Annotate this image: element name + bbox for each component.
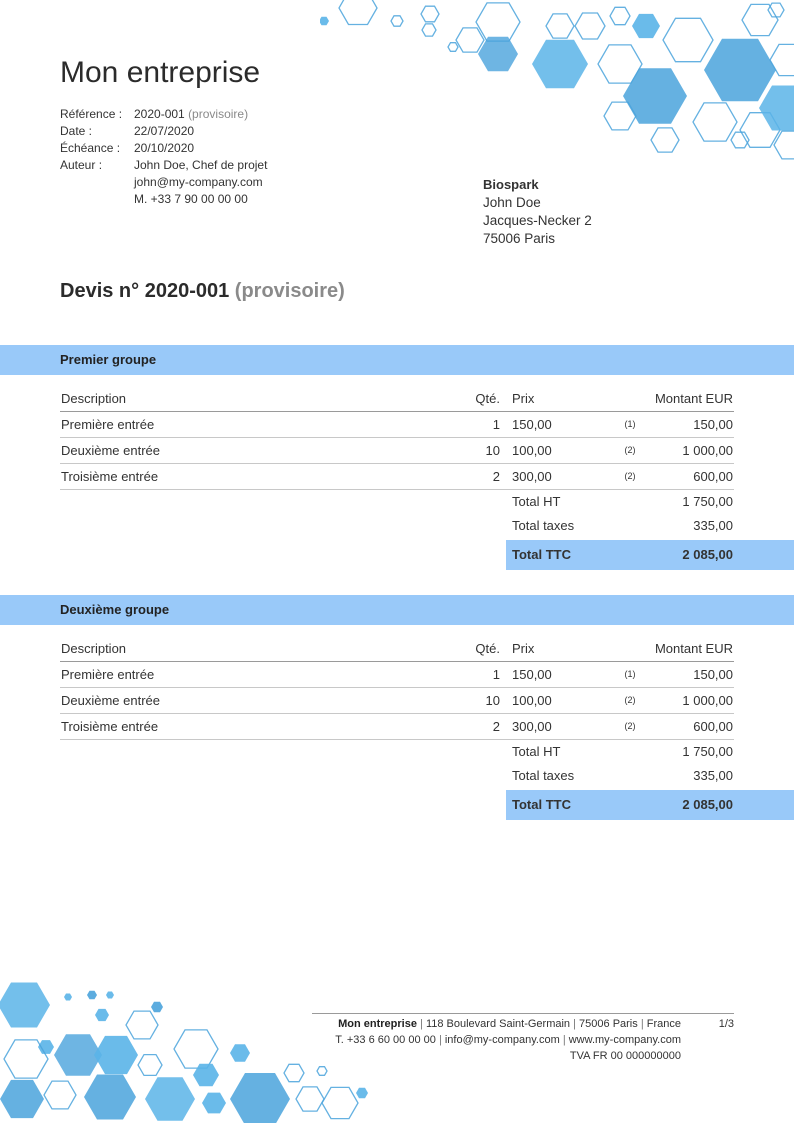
footer-company: Mon entreprise [338,1018,417,1030]
hexagon-shape [391,16,403,26]
hexagon-shape [339,0,377,25]
footer-website: www.my-company.com [568,1034,681,1046]
hexagon-shape [740,113,780,148]
total-ht: Total HT 1 750,00 [512,744,733,759]
hexagon-shape [230,1044,250,1061]
hexagon-shape [145,1077,195,1120]
recipient-line: John Doe [483,195,541,210]
document-status: (provisoire) [234,280,345,302]
hexagon-shape [94,1036,138,1074]
group-title: Premier groupe [0,345,794,375]
meta-author: Auteur : John Doe, Chef de projet [60,158,268,172]
meta-due-date: Échéance : 20/10/2020 [60,141,195,155]
hexagon-shape [759,86,794,131]
meta-date: Date : 22/07/2020 [60,124,195,138]
quote-table [0,387,794,570]
hexagon-shape [478,37,518,72]
table-header: Description Qté. Prix Montant EUR [60,637,734,662]
hexagon-shape [623,68,687,123]
footer [335,1016,681,1064]
meta-author-phone: M. +33 7 90 00 00 00 [134,192,248,206]
hexagon-shape [546,14,574,38]
table-header: Description Qté. Prix Montant EUR [60,387,734,412]
hexagon-shape [322,1087,358,1118]
hexagon-shape [64,994,72,1001]
meta-author-email: john@my-company.com [134,175,263,189]
recipient-line: Jacques-Necker 2 [483,213,592,228]
hexagon-shape [317,1067,327,1076]
status-tag: (provisoire) [188,107,249,121]
tax-note: (1) [624,669,636,679]
hexagon-shape [768,3,784,17]
hexagon-shape [476,3,520,41]
hexagon-shape [138,1055,162,1076]
hexagon-shape [448,43,458,52]
hexagon-shape [663,18,713,61]
total-ttc: Total TTC 2 085,00 [506,540,794,570]
hexagon-shape [320,17,329,26]
footer-vat: TVA FR 00 000000000 [569,1050,681,1062]
quote-group [0,595,794,820]
hexagon-shape [193,1064,219,1087]
total-ttc: Total TTC 2 085,00 [506,790,794,820]
group-title: Deuxième groupe [0,595,794,625]
hexagon-shape [421,6,439,22]
hexagon-shape [0,1080,44,1118]
hexagon-shape [770,44,794,75]
hexagon-shape [632,14,660,38]
tax-note: (2) [624,721,636,731]
hexagon-shape [598,45,642,83]
footer-divider [312,1013,734,1014]
recipient-line: 75006 Paris [483,231,556,246]
table-row: Deuxième entrée 10 100,00 (2) 1 000,00 [60,688,734,714]
tax-note: (1) [624,419,636,429]
hexagon-shape [731,132,749,148]
tax-note: (2) [624,695,636,705]
hexagon-shape [610,7,630,24]
table-row: Première entrée 1 150,00 (1) 150,00 [60,412,734,438]
hexagon-shape [422,24,436,36]
footer-line-2: T. +33 6 60 00 00 00 | info@my-company.com | www.my-company.com [335,1034,681,1046]
hexagon-shape [456,28,484,52]
recipient-name: Biospark [483,177,539,192]
document-title: Devis n° 2020-001 (provisoire) [60,280,345,302]
total-taxes: Total taxes 335,00 [512,768,733,783]
table-row: Troisième entrée 2 300,00 (2) 600,00 [60,464,734,490]
document-meta [60,106,267,208]
meta-reference: Référence : 2020-001 (provisoire) [60,107,249,121]
hexagon-shape [742,4,778,35]
tax-note: (2) [624,471,636,481]
recipient-address [483,176,592,248]
hexagon-shape [532,40,588,88]
footer-line-1: Mon entreprise | 118 Boulevard Saint-Germain | 75006 Paris | France [338,1018,681,1030]
quote-table [0,637,794,820]
total-ht: Total HT 1 750,00 [512,494,733,509]
hexagon-shape [84,1075,136,1120]
hexagon-shape [174,1030,218,1068]
hexagon-shape [0,983,50,1028]
hexagon-shape [87,991,97,1000]
hexagon-shape [54,1034,102,1076]
hexagon-pattern-decoration [320,0,794,170]
hexagon-shape [202,1093,226,1114]
hexagon-shape [106,992,114,999]
hexagon-shape [604,102,636,130]
hexagon-shape [38,1040,54,1054]
hexagon-shape [230,1073,290,1123]
hexagon-shape [296,1087,324,1111]
hexagon-pattern-decoration-bottom [0,975,380,1123]
page-number: 1/3 [718,1018,734,1030]
hexagon-shape [774,131,794,159]
hexagon-shape [44,1081,76,1109]
hexagon-shape [151,1002,163,1012]
table-row: Deuxième entrée 10 100,00 (2) 1 000,00 [60,438,734,464]
table-row: Première entrée 1 150,00 (1) 150,00 [60,662,734,688]
hexagon-shape [575,13,605,39]
hexagon-shape [356,1088,368,1098]
hexagon-shape [284,1064,304,1081]
table-row: Troisième entrée 2 300,00 (2) 600,00 [60,714,734,740]
hexagon-shape [693,103,737,141]
total-taxes: Total taxes 335,00 [512,518,733,533]
quote-group [0,345,794,570]
hexagon-shape [704,39,776,101]
hexagon-shape [95,1009,109,1021]
hexagon-shape [4,1040,48,1078]
footer-email: info@my-company.com [444,1034,560,1046]
company-name: Mon entreprise [60,56,261,89]
tax-note: (2) [624,445,636,455]
hexagon-shape [126,1011,158,1039]
hexagon-shape [651,128,679,152]
